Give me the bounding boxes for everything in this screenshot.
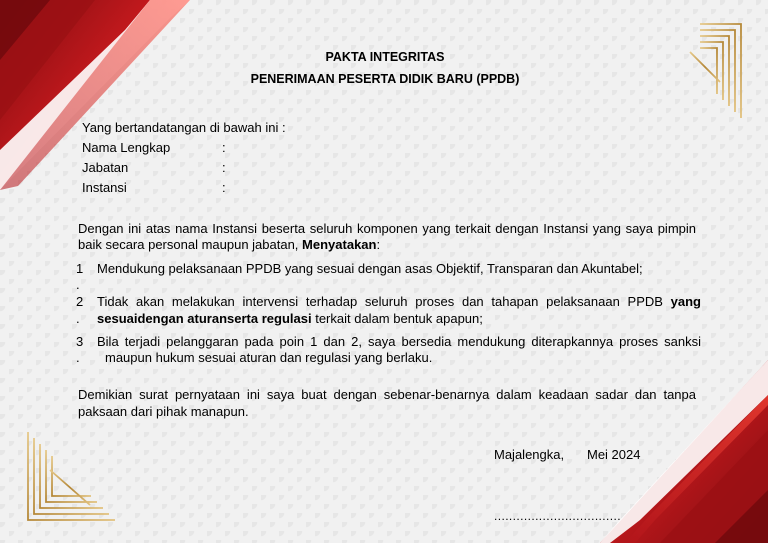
statement-menyatakan: Menyatakan <box>302 237 377 252</box>
point-2-line-2 <box>97 311 483 327</box>
point-3-line-1: Bila terjadi pelanggaran pada poin 1 dan 2, saya bersedia mendukung diterapkannya proses sanksi <box>97 334 701 349</box>
point-2-pre: Tidak akan melakukan intervensi terhadap seluruh proses dan tahapan pelaksanaan PPDB <box>97 294 671 309</box>
point-2-dot: . <box>76 311 80 326</box>
closing-line-1: Demikian surat pernyataan ini saya buat dengan sebenar-benarnya dalam keadaan sadar dan tanpa <box>78 387 696 402</box>
point-1-dot: . <box>76 277 80 292</box>
intro-text: Yang bertandatangan di bawah ini : <box>82 120 286 135</box>
signature-date: Mei 2024 <box>587 447 641 462</box>
point-2-post: terkait dalam bentuk apapun; <box>311 311 483 326</box>
title-line-1: PAKTA INTEGRITAS <box>325 50 445 64</box>
point-2-bold-regulasi: sesuaidengan aturanserta regulasi <box>97 311 312 326</box>
point-1-text: Mendukung pelaksanaan PPDB yang sesuai dengan asas Objektif, Transparan dan Akuntabel; <box>97 261 643 276</box>
title-line-2: PENERIMAAN PESERTA DIDIK BARU (PPDB) <box>250 72 520 86</box>
point-2-bold-yang: yang <box>670 294 701 309</box>
point-3-line-2: maupun hukum sesuai aturan dan regulasi yang berlaku. <box>105 350 433 365</box>
point-2-line-1 <box>97 294 701 310</box>
statement-pre: baik secara personal maupun jabatan, <box>78 237 303 252</box>
point-3-number: 3 <box>76 334 84 349</box>
field-separator-nama: : <box>222 140 226 155</box>
field-label-jabatan: Jabatan <box>82 160 129 175</box>
signature-place: Majalengka, <box>494 447 565 462</box>
field-separator-instansi: : <box>222 180 226 195</box>
field-label-instansi: Instansi <box>82 180 127 195</box>
signature-line: .................................. <box>494 509 621 523</box>
statement-colon: : <box>376 237 381 252</box>
statement-line-1: Dengan ini atas nama Instansi beserta seluruh komponen yang terkait dengan Instansi yang saya pimpin <box>78 221 696 236</box>
closing-line-2: paksaan dari pihak manapun. <box>78 404 249 419</box>
point-1-number: 1 <box>76 261 84 276</box>
field-label-nama: Nama Lengkap <box>82 140 171 155</box>
statement-line-2 <box>78 237 380 253</box>
point-3-dot: . <box>76 350 80 365</box>
point-2-number: 2 <box>76 294 84 309</box>
field-separator-jabatan: : <box>222 160 226 175</box>
